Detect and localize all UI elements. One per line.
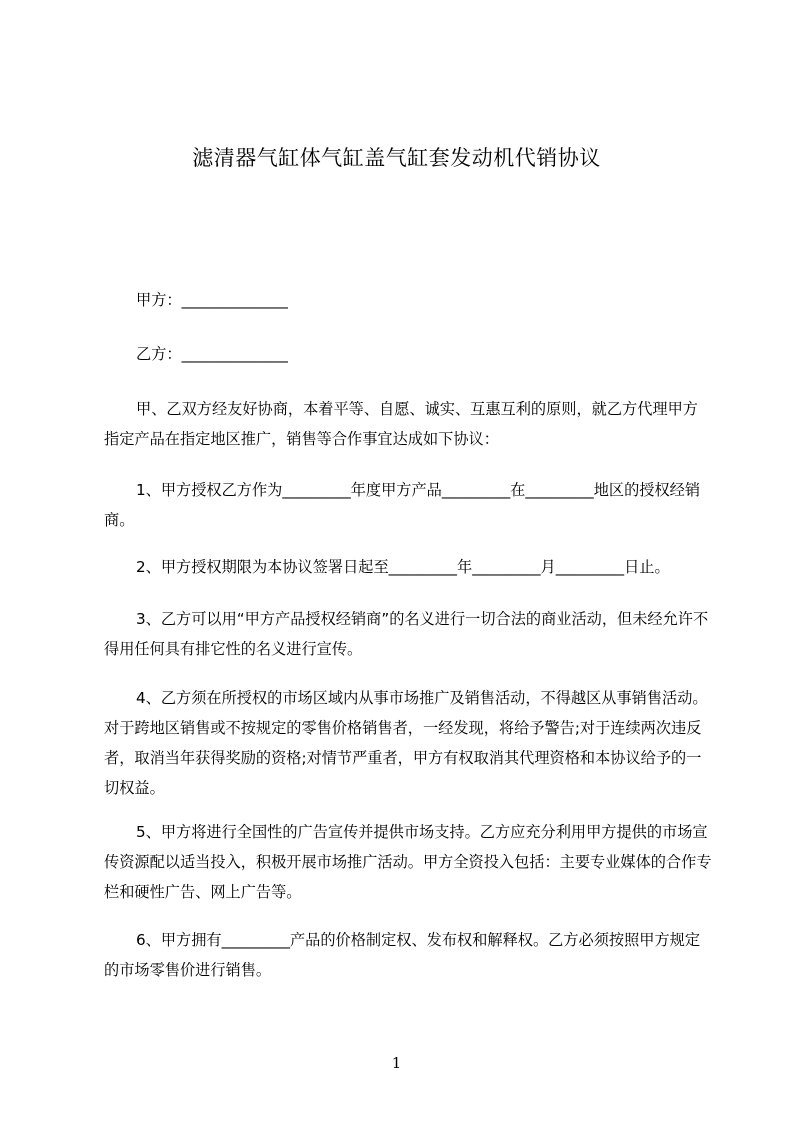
party-a-line: 甲方：______________ xyxy=(136,291,288,309)
clause-5: 5、甲方将进行全国性的广告宣传并提供市场支持。乙方应充分利用甲方提供的市场宣传资源配以适当投入，积极开展市场推广活动。甲方全资投入包括：主要专业媒体的合作专栏和硬性广告、网上广告等。 xyxy=(104,823,712,901)
clause-2: 2、甲方授权期限为本协议签署日起至_________年_________月_________日止。 xyxy=(136,558,670,576)
clause-3: 3、乙方可以用“甲方产品授权经销商”的名义进行一切合法的商业活动，但未经允许不得用任何具有排它性的名义进行宣传。 xyxy=(104,610,709,658)
page-number: 1 xyxy=(391,1054,402,1072)
clause-4: 4、乙方须在所授权的市场区域内从事市场推广及销售活动，不得越区从事销售活动。对于跨地区销售或不按规定的零售价格销售者，一经发现，将给予警告;对于连续两次违反者，取消当年获得奖励的资格;对情节严重者，甲方有权取消其代理资格和本协议给予的一切权益。 xyxy=(104,689,708,797)
intro-paragraph: 甲、乙双方经友好协商，本着平等、自愿、诚实、互惠互利的原则，就乙方代理甲方指定产品在指定地区推广，销售等合作事宜达成如下协议： xyxy=(104,400,698,448)
clause-6: 6、甲方拥有_________产品的价格制定权、发布权和解释权。乙方必须按照甲方规定的市场零售价进行销售。 xyxy=(104,931,701,979)
document-title: 滤清器气缸体气缸盖气缸套发动机代销协议 xyxy=(192,146,601,170)
clause-1: 1、甲方授权乙方作为_________年度甲方产品_________在_________地区的授权经销商。 xyxy=(104,481,701,529)
party-b-line: 乙方：______________ xyxy=(136,345,288,363)
